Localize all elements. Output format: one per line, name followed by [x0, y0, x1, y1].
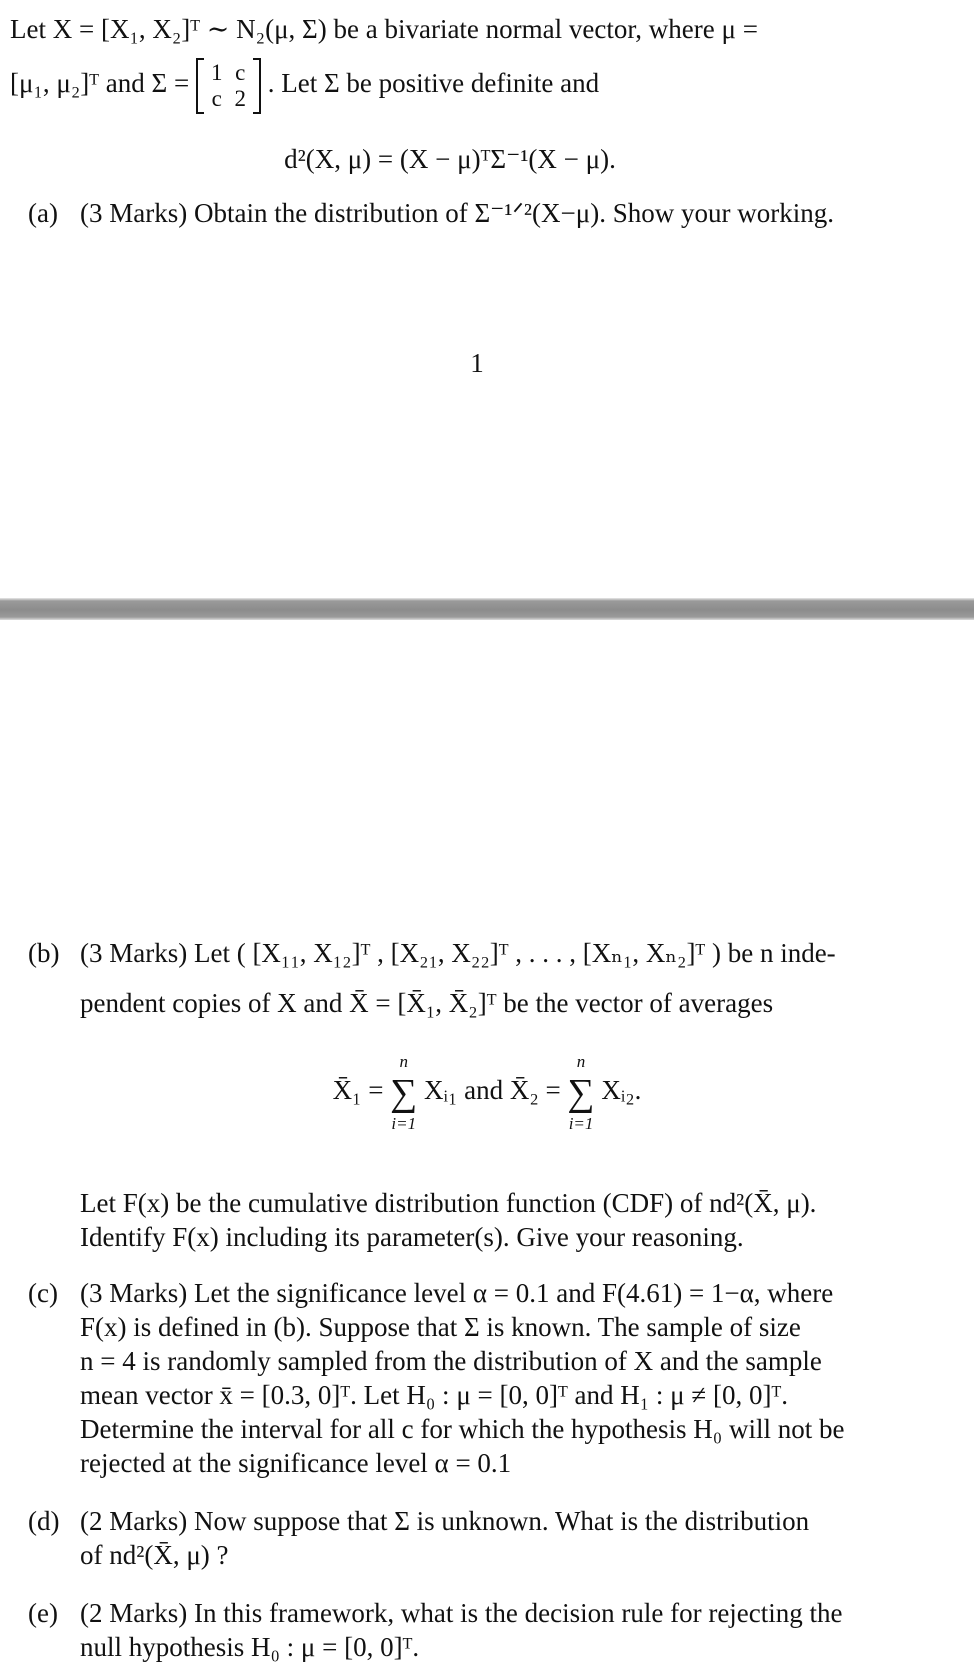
- part-c-line: F(x) is defined in (b). Suppose that Σ is known. The sample of size: [80, 1312, 801, 1342]
- part-b-label: (b): [28, 938, 60, 968]
- part-d-line: (2 Marks) Now suppose that Σ is unknown. What is the distribution: [80, 1506, 810, 1536]
- document-page-2: [0, 620, 974, 1680]
- intro-line-2-pre: [μ₁, μ₂]ᵀ and Σ =: [10, 68, 190, 99]
- part-b-line-4: Identify F(x) including its parameter(s). Give your reasoning.: [80, 1222, 744, 1252]
- part-c-line: rejected at the significance level α = 0.1: [80, 1448, 512, 1478]
- matrix-cell: c: [235, 60, 246, 85]
- part-c-line: Determine the interval for all c for which the hypothesis H₀ will not be: [80, 1414, 845, 1444]
- sigma-matrix: [196, 60, 261, 112]
- part-c-line: n = 4 is randomly sampled from the distribution of X and the sample: [80, 1346, 822, 1376]
- part-c-label: (c): [28, 1278, 58, 1308]
- summation-1: [390, 1051, 417, 1135]
- average-equations: [0, 1048, 974, 1135]
- part-a-label: (a): [28, 198, 58, 228]
- matrix-cell: c: [211, 86, 222, 111]
- part-d-label: (d): [28, 1506, 60, 1536]
- eq-term-2: Xᵢ₂.: [601, 1075, 642, 1105]
- sum-sign: ∑: [390, 1071, 418, 1114]
- intro-line-2-post: . Let Σ be positive definite and: [267, 68, 600, 99]
- summation-2: [568, 1051, 595, 1135]
- part-a-text: (3 Marks) Obtain the distribution of Σ⁻¹ᐟ²(X−μ). Show your working.: [80, 198, 834, 228]
- part-c-line: mean vector x̄ = [0.3, 0]ᵀ. Let H₀ : μ = [0, 0]ᵀ and H₁ : μ ≠ [0, 0]ᵀ.: [80, 1380, 788, 1410]
- intro-line-1: Let X = [X₁, X₂]ᵀ ∼ N₂(μ, Σ) be a bivariate normal vector, where μ =: [10, 14, 758, 44]
- document-page-1: [0, 0, 974, 598]
- sum-upper: n: [576, 1051, 586, 1071]
- sum-lower: i=1: [391, 1113, 417, 1133]
- sum-sign: ∑: [567, 1071, 595, 1114]
- part-b-line-2: pendent copies of X and X̄ = [X̄₁, X̄₂]ᵀ be the vector of averages: [80, 988, 774, 1018]
- part-d-line: of nd²(X̄, μ) ?: [80, 1540, 229, 1570]
- sum-lower: i=1: [568, 1113, 594, 1133]
- page-number: 1: [470, 348, 484, 378]
- matrix-cell: 2: [234, 86, 246, 111]
- intro-line-2: [10, 60, 974, 112]
- part-b-line-1: (3 Marks) Let ( [X₁₁, X₁₂]ᵀ , [X₂₁, X₂₂]ᵀ , . . . , [Xₙ₁, Xₙ₂]ᵀ ) be n inde-: [80, 938, 836, 968]
- eq-term-1: Xᵢ₁ and X̄₂ =: [424, 1075, 561, 1105]
- sum-upper: n: [399, 1051, 408, 1071]
- part-c-line: (3 Marks) Let the significance level α = 0.1 and F(4.61) = 1−α, where: [80, 1278, 834, 1308]
- part-e-line: null hypothesis H₀ : μ = [0, 0]ᵀ.: [80, 1632, 420, 1662]
- page-divider: [0, 598, 974, 620]
- part-e-line: (2 Marks) In this framework, what is the decision rule for rejecting the: [80, 1598, 843, 1628]
- distance-equation: d²(X, μ) = (X − μ)ᵀΣ⁻¹(X − μ).: [284, 144, 616, 174]
- part-b-line-3: Let F(x) be the cumulative distribution function (CDF) of nd²(X̄, μ).: [80, 1188, 817, 1218]
- matrix-cell: 1: [210, 60, 223, 85]
- part-e-label: (e): [28, 1598, 58, 1628]
- eq-x1: X̄₁ =: [332, 1075, 384, 1105]
